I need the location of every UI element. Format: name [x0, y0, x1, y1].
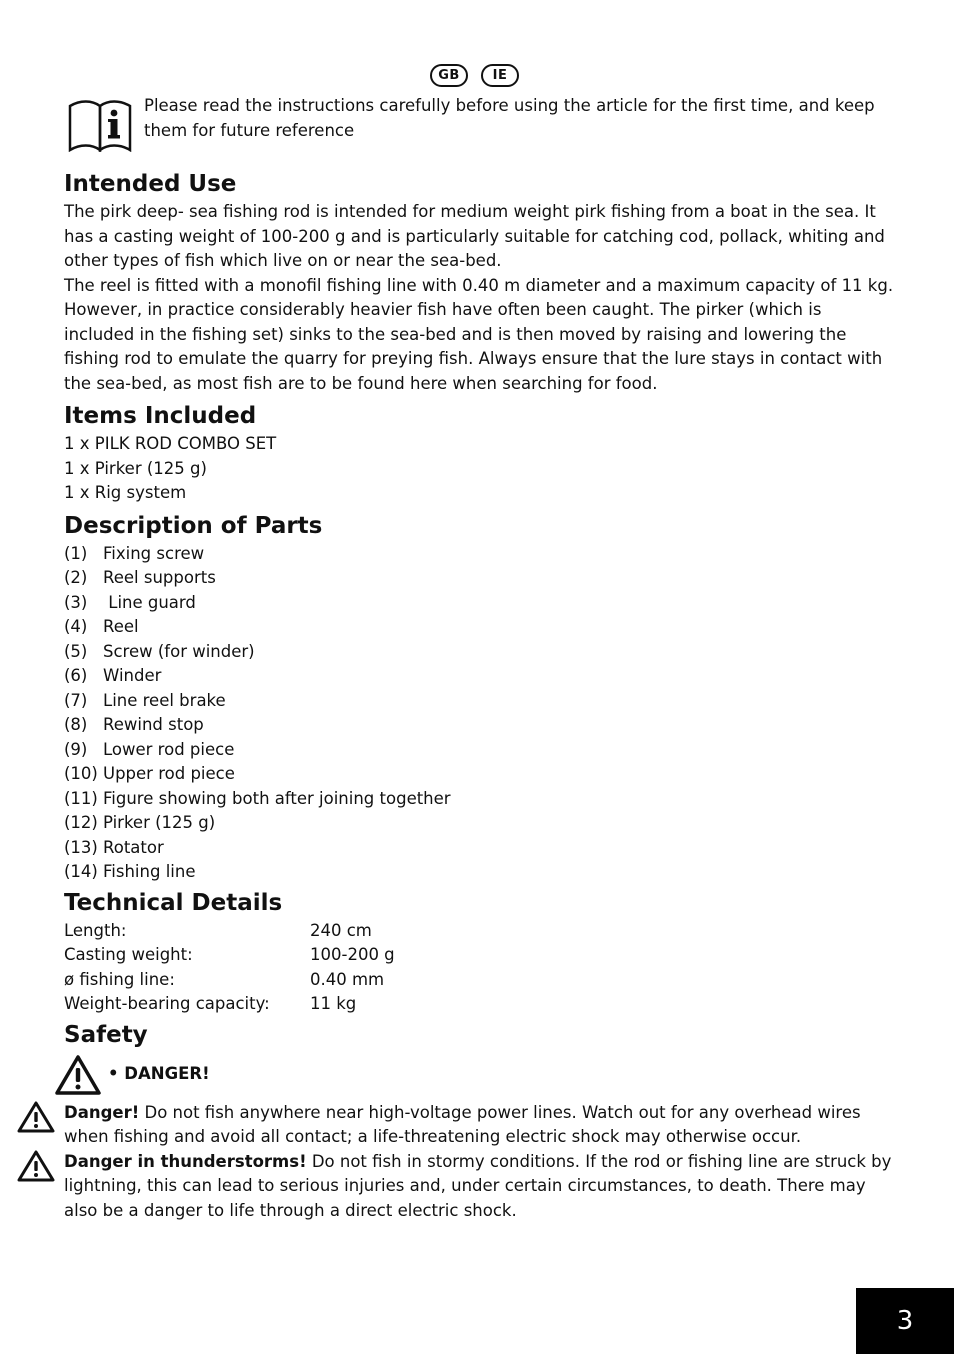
- part-label: Line guard: [103, 592, 196, 612]
- part-label: Line reel brake: [103, 690, 226, 710]
- part-number: (14): [64, 862, 98, 881]
- part-label: Lower rod piece: [103, 739, 235, 759]
- list-item: [64, 713, 894, 738]
- part-number: (10): [64, 764, 98, 783]
- list-item: [64, 762, 894, 787]
- list-item: [64, 836, 894, 861]
- spec-label: Weight-bearing capacity:: [64, 994, 270, 1013]
- list-item: [64, 860, 894, 885]
- spec-label: Casting weight:: [64, 945, 193, 964]
- language-badges: [430, 64, 519, 87]
- items-included-heading: Items Included: [64, 403, 257, 429]
- list-item: [64, 664, 894, 689]
- spec-value: 100-200 g: [310, 945, 395, 964]
- list-item: [64, 689, 894, 714]
- danger-title: • DANGER!: [108, 1064, 210, 1084]
- part-number: (5): [64, 641, 88, 661]
- list-item: [64, 787, 894, 812]
- part-number: (11): [64, 788, 98, 808]
- spec-label: Length:: [64, 920, 127, 940]
- part-label: Upper rod piece: [103, 764, 235, 783]
- spec-label: ø fishing line:: [64, 969, 175, 989]
- items-list: [64, 432, 894, 506]
- warning-triangle-icon: [17, 1101, 55, 1133]
- badge-ie: IE: [481, 64, 519, 87]
- intro-note: Please read the instructions carefully before using the article for the first time, and keep them for future reference: [144, 96, 875, 140]
- parts-heading: Description of Parts: [64, 512, 323, 539]
- part-number: (4): [64, 617, 88, 636]
- warning-text: Do not fish in stormy conditions. If the rod or fishing line are struck by lightning, this can lead to serious injuries and, under certain circumstances, to death. There may also be a danger to life through a direct electric shock.: [64, 1151, 892, 1220]
- part-number: (2): [64, 568, 88, 587]
- list-item: [64, 566, 894, 591]
- page-number: 3: [856, 1288, 954, 1354]
- list-item: 1 x Pirker (125 g): [64, 458, 207, 478]
- part-label: Fishing line: [103, 862, 196, 881]
- warning-triangle-icon: [17, 1150, 55, 1182]
- part-number: (3): [64, 592, 88, 612]
- part-number: (12): [64, 813, 98, 832]
- part-label: Rotator: [103, 837, 164, 857]
- warning-thunderstorms: [64, 1150, 894, 1224]
- list-item: [64, 640, 894, 665]
- part-label: Screw (for winder): [103, 641, 255, 661]
- part-number: (8): [64, 715, 88, 734]
- danger-header: [54, 1051, 894, 1099]
- part-label: Figure showing both after joining together: [103, 788, 451, 808]
- list-item: 1 x PILK ROD COMBO SET: [64, 434, 277, 453]
- warning-bold-label: Danger!: [64, 1102, 140, 1122]
- technical-table: [64, 919, 894, 1017]
- part-label: Winder: [103, 666, 162, 685]
- list-item: 1 x Rig system: [64, 483, 187, 502]
- spec-value: 240 cm: [310, 920, 372, 940]
- part-label: Fixing screw: [103, 543, 205, 563]
- read-instructions-icon: [68, 98, 132, 152]
- part-label: Rewind stop: [103, 715, 204, 734]
- list-item: [64, 738, 894, 763]
- part-label: Reel supports: [103, 568, 216, 587]
- table-row: [64, 992, 894, 1017]
- warning-triangle-icon: [54, 1054, 102, 1096]
- intended-use-paragraph-2: The reel is fitted with a monofil fishing line with 0.40 m diameter and a maximum capacity of 11 kg. However, in practice considerably heavier fish have often been caught. The pirker (which is included in the fishing set) sinks to the sea-bed and is then moved by raising and lowering the fishing rod to emulate the quarry for preying fish. Always ensure that the lure stays in contact with the sea-bed, as most fish are to be found here when searching for food.: [64, 275, 894, 393]
- part-number: (13): [64, 837, 98, 857]
- intended-use-paragraph-1: The pirk deep- sea fishing rod is intended for medium weight pirk fishing from a boat in the sea. It has a casting weight of 100-200 g and is particularly suitable for catching cod, pollack, whiting and other types of fish which live on or near the sea-bed.: [64, 202, 885, 270]
- safety-heading: Safety: [64, 1021, 148, 1048]
- spec-value: 0.40 mm: [310, 969, 385, 989]
- warning-bold-label: Danger in thunderstorms!: [64, 1151, 307, 1171]
- list-item: [64, 615, 894, 640]
- intended-use-heading: Intended Use: [64, 171, 237, 197]
- part-number: (7): [64, 690, 88, 710]
- manual-content: [64, 168, 894, 1223]
- list-item: [64, 811, 894, 836]
- parts-list: [64, 542, 894, 885]
- table-row: [64, 968, 894, 993]
- warning-text: Do not fish anywhere near high-voltage power lines. Watch out for any overhead wires when fishing and avoid all contact; a life-threatening electric shock may otherwise occur.: [64, 1102, 861, 1146]
- list-item: [64, 542, 894, 567]
- table-row: [64, 943, 894, 968]
- table-row: [64, 919, 894, 944]
- list-item: [64, 591, 894, 616]
- part-number: (6): [64, 666, 88, 685]
- part-label: Pirker (125 g): [103, 813, 216, 832]
- part-number: (9): [64, 739, 88, 759]
- spec-value: 11 kg: [310, 994, 357, 1013]
- warning-power-lines: [64, 1101, 894, 1150]
- part-label: Reel: [103, 617, 139, 636]
- badge-gb: GB: [430, 64, 468, 87]
- technical-details-heading: Technical Details: [64, 889, 283, 916]
- part-number: (1): [64, 543, 88, 563]
